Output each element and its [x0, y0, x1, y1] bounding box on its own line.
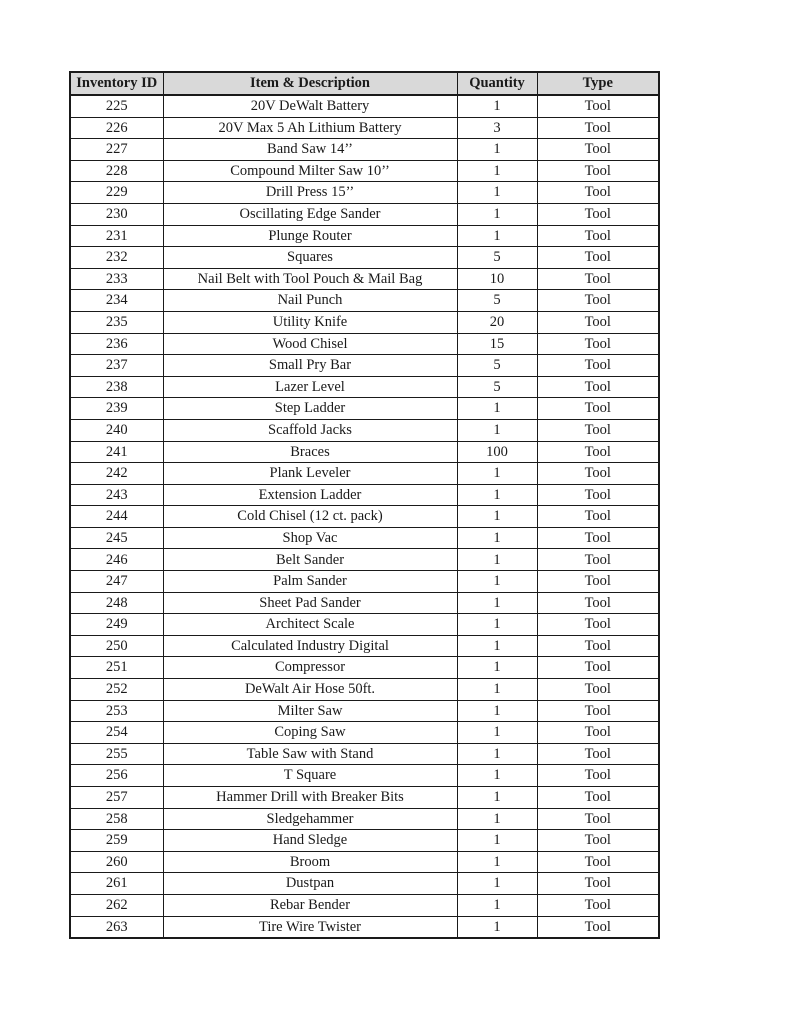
cell-inventory-id: 245 — [70, 527, 163, 549]
cell-type: Tool — [537, 657, 659, 679]
cell-item-description: Belt Sander — [163, 549, 457, 571]
table-row — [70, 916, 659, 938]
cell-inventory-id: 263 — [70, 916, 163, 938]
cell-inventory-id: 247 — [70, 571, 163, 593]
cell-item-description: T Square — [163, 765, 457, 787]
cell-item-description: 20V Max 5 Ah Lithium Battery — [163, 117, 457, 139]
table-row — [70, 722, 659, 744]
table-row — [70, 398, 659, 420]
cell-quantity: 1 — [457, 830, 537, 852]
cell-type: Tool — [537, 549, 659, 571]
cell-quantity: 10 — [457, 268, 537, 290]
cell-quantity: 1 — [457, 484, 537, 506]
cell-type: Tool — [537, 527, 659, 549]
cell-item-description: Cold Chisel (12 ct. pack) — [163, 506, 457, 528]
cell-inventory-id: 244 — [70, 506, 163, 528]
cell-type: Tool — [537, 139, 659, 161]
table-row — [70, 355, 659, 377]
cell-quantity: 1 — [457, 398, 537, 420]
table-row — [70, 311, 659, 333]
table-row — [70, 441, 659, 463]
cell-inventory-id: 256 — [70, 765, 163, 787]
cell-item-description: Hand Sledge — [163, 830, 457, 852]
cell-inventory-id: 239 — [70, 398, 163, 420]
cell-type: Tool — [537, 808, 659, 830]
cell-quantity: 1 — [457, 679, 537, 701]
table-row — [70, 463, 659, 485]
header-item-description: Item & Description — [163, 72, 457, 95]
cell-item-description: Milter Saw — [163, 700, 457, 722]
table-row — [70, 679, 659, 701]
inventory-sheet — [69, 71, 658, 935]
cell-inventory-id: 242 — [70, 463, 163, 485]
table-row — [70, 808, 659, 830]
cell-item-description: Small Pry Bar — [163, 355, 457, 377]
cell-quantity: 1 — [457, 160, 537, 182]
cell-quantity: 100 — [457, 441, 537, 463]
cell-quantity: 1 — [457, 203, 537, 225]
table-row — [70, 182, 659, 204]
cell-inventory-id: 246 — [70, 549, 163, 571]
cell-inventory-id: 249 — [70, 614, 163, 636]
cell-quantity: 1 — [457, 765, 537, 787]
cell-quantity: 1 — [457, 592, 537, 614]
cell-quantity: 1 — [457, 635, 537, 657]
cell-quantity: 1 — [457, 225, 537, 247]
cell-inventory-id: 235 — [70, 311, 163, 333]
cell-item-description: Architect Scale — [163, 614, 457, 636]
cell-quantity: 3 — [457, 117, 537, 139]
cell-item-description: Table Saw with Stand — [163, 743, 457, 765]
table-row — [70, 700, 659, 722]
cell-quantity: 1 — [457, 182, 537, 204]
cell-quantity: 1 — [457, 851, 537, 873]
cell-quantity: 1 — [457, 787, 537, 809]
cell-inventory-id: 260 — [70, 851, 163, 873]
cell-quantity: 1 — [457, 916, 537, 938]
cell-quantity: 1 — [457, 571, 537, 593]
table-row — [70, 614, 659, 636]
cell-item-description: Compressor — [163, 657, 457, 679]
cell-inventory-id: 232 — [70, 247, 163, 269]
table-row — [70, 743, 659, 765]
table-row — [70, 506, 659, 528]
cell-quantity: 1 — [457, 722, 537, 744]
table-row — [70, 419, 659, 441]
cell-item-description: Tire Wire Twister — [163, 916, 457, 938]
cell-item-description: Plank Leveler — [163, 463, 457, 485]
table-row — [70, 247, 659, 269]
cell-inventory-id: 228 — [70, 160, 163, 182]
cell-item-description: Plunge Router — [163, 225, 457, 247]
cell-inventory-id: 250 — [70, 635, 163, 657]
cell-inventory-id: 252 — [70, 679, 163, 701]
cell-type: Tool — [537, 203, 659, 225]
cell-type: Tool — [537, 894, 659, 916]
cell-item-description: Palm Sander — [163, 571, 457, 593]
cell-type: Tool — [537, 311, 659, 333]
cell-inventory-id: 253 — [70, 700, 163, 722]
cell-item-description: Wood Chisel — [163, 333, 457, 355]
cell-type: Tool — [537, 225, 659, 247]
cell-inventory-id: 238 — [70, 376, 163, 398]
table-row — [70, 225, 659, 247]
cell-quantity: 5 — [457, 247, 537, 269]
table-row — [70, 549, 659, 571]
cell-inventory-id: 248 — [70, 592, 163, 614]
cell-type: Tool — [537, 398, 659, 420]
table-row — [70, 592, 659, 614]
cell-inventory-id: 243 — [70, 484, 163, 506]
cell-type: Tool — [537, 635, 659, 657]
cell-type: Tool — [537, 830, 659, 852]
cell-item-description: Broom — [163, 851, 457, 873]
cell-quantity: 1 — [457, 657, 537, 679]
cell-quantity: 5 — [457, 376, 537, 398]
cell-item-description: Nail Punch — [163, 290, 457, 312]
cell-type: Tool — [537, 743, 659, 765]
cell-quantity: 1 — [457, 614, 537, 636]
cell-type: Tool — [537, 441, 659, 463]
cell-inventory-id: 240 — [70, 419, 163, 441]
cell-type: Tool — [537, 614, 659, 636]
cell-quantity: 15 — [457, 333, 537, 355]
cell-inventory-id: 255 — [70, 743, 163, 765]
table-row — [70, 571, 659, 593]
cell-item-description: Compound Milter Saw 10’’ — [163, 160, 457, 182]
cell-quantity: 1 — [457, 894, 537, 916]
cell-type: Tool — [537, 700, 659, 722]
cell-type: Tool — [537, 679, 659, 701]
cell-item-description: Utility Knife — [163, 311, 457, 333]
header-row — [70, 72, 659, 95]
cell-inventory-id: 237 — [70, 355, 163, 377]
cell-quantity: 20 — [457, 311, 537, 333]
cell-quantity: 1 — [457, 700, 537, 722]
cell-inventory-id: 254 — [70, 722, 163, 744]
cell-inventory-id: 234 — [70, 290, 163, 312]
cell-item-description: Hammer Drill with Breaker Bits — [163, 787, 457, 809]
cell-type: Tool — [537, 290, 659, 312]
cell-inventory-id: 258 — [70, 808, 163, 830]
cell-item-description: Rebar Bender — [163, 894, 457, 916]
header-type: Type — [537, 72, 659, 95]
cell-item-description: Band Saw 14’’ — [163, 139, 457, 161]
table-header — [70, 72, 659, 95]
cell-type: Tool — [537, 873, 659, 895]
table-row — [70, 376, 659, 398]
cell-quantity: 1 — [457, 95, 537, 117]
cell-item-description: DeWalt Air Hose 50ft. — [163, 679, 457, 701]
cell-inventory-id: 241 — [70, 441, 163, 463]
header-inventory-id: Inventory ID — [70, 72, 163, 95]
cell-inventory-id: 230 — [70, 203, 163, 225]
cell-type: Tool — [537, 484, 659, 506]
cell-quantity: 1 — [457, 463, 537, 485]
table-row — [70, 527, 659, 549]
cell-item-description: Drill Press 15’’ — [163, 182, 457, 204]
cell-type: Tool — [537, 506, 659, 528]
table-row — [70, 139, 659, 161]
table-row — [70, 203, 659, 225]
table-row — [70, 873, 659, 895]
cell-type: Tool — [537, 268, 659, 290]
cell-inventory-id: 229 — [70, 182, 163, 204]
cell-inventory-id: 261 — [70, 873, 163, 895]
cell-type: Tool — [537, 355, 659, 377]
cell-inventory-id: 262 — [70, 894, 163, 916]
cell-quantity: 1 — [457, 743, 537, 765]
cell-item-description: Extension Ladder — [163, 484, 457, 506]
cell-item-description: Squares — [163, 247, 457, 269]
cell-type: Tool — [537, 160, 659, 182]
table-body — [70, 95, 659, 938]
table-row — [70, 830, 659, 852]
cell-type: Tool — [537, 765, 659, 787]
cell-type: Tool — [537, 419, 659, 441]
cell-type: Tool — [537, 722, 659, 744]
cell-item-description: Scaffold Jacks — [163, 419, 457, 441]
cell-quantity: 1 — [457, 549, 537, 571]
cell-type: Tool — [537, 117, 659, 139]
cell-item-description: Sledgehammer — [163, 808, 457, 830]
cell-item-description: 20V DeWalt Battery — [163, 95, 457, 117]
cell-item-description: Sheet Pad Sander — [163, 592, 457, 614]
cell-inventory-id: 236 — [70, 333, 163, 355]
table-row — [70, 95, 659, 117]
cell-type: Tool — [537, 463, 659, 485]
cell-type: Tool — [537, 787, 659, 809]
cell-item-description: Braces — [163, 441, 457, 463]
cell-item-description: Nail Belt with Tool Pouch & Mail Bag — [163, 268, 457, 290]
table-row — [70, 765, 659, 787]
cell-item-description: Oscillating Edge Sander — [163, 203, 457, 225]
cell-type: Tool — [537, 247, 659, 269]
cell-type: Tool — [537, 592, 659, 614]
inventory-table — [69, 71, 660, 939]
table-row — [70, 117, 659, 139]
cell-item-description: Shop Vac — [163, 527, 457, 549]
cell-inventory-id: 257 — [70, 787, 163, 809]
cell-quantity: 5 — [457, 355, 537, 377]
cell-quantity: 1 — [457, 873, 537, 895]
table-row — [70, 635, 659, 657]
table-row — [70, 787, 659, 809]
cell-type: Tool — [537, 571, 659, 593]
cell-quantity: 1 — [457, 506, 537, 528]
table-row — [70, 851, 659, 873]
table-row — [70, 657, 659, 679]
cell-quantity: 5 — [457, 290, 537, 312]
cell-quantity: 1 — [457, 139, 537, 161]
table-row — [70, 484, 659, 506]
cell-inventory-id: 231 — [70, 225, 163, 247]
cell-quantity: 1 — [457, 419, 537, 441]
cell-quantity: 1 — [457, 527, 537, 549]
cell-item-description: Coping Saw — [163, 722, 457, 744]
table-row — [70, 268, 659, 290]
cell-type: Tool — [537, 376, 659, 398]
table-row — [70, 333, 659, 355]
cell-type: Tool — [537, 182, 659, 204]
cell-quantity: 1 — [457, 808, 537, 830]
cell-inventory-id: 233 — [70, 268, 163, 290]
cell-type: Tool — [537, 916, 659, 938]
cell-item-description: Step Ladder — [163, 398, 457, 420]
table-row — [70, 894, 659, 916]
cell-inventory-id: 227 — [70, 139, 163, 161]
cell-item-description: Dustpan — [163, 873, 457, 895]
table-row — [70, 290, 659, 312]
cell-item-description: Calculated Industry Digital — [163, 635, 457, 657]
cell-inventory-id: 259 — [70, 830, 163, 852]
cell-type: Tool — [537, 95, 659, 117]
cell-inventory-id: 251 — [70, 657, 163, 679]
cell-type: Tool — [537, 851, 659, 873]
header-quantity: Quantity — [457, 72, 537, 95]
cell-inventory-id: 226 — [70, 117, 163, 139]
cell-item-description: Lazer Level — [163, 376, 457, 398]
cell-inventory-id: 225 — [70, 95, 163, 117]
table-row — [70, 160, 659, 182]
cell-type: Tool — [537, 333, 659, 355]
